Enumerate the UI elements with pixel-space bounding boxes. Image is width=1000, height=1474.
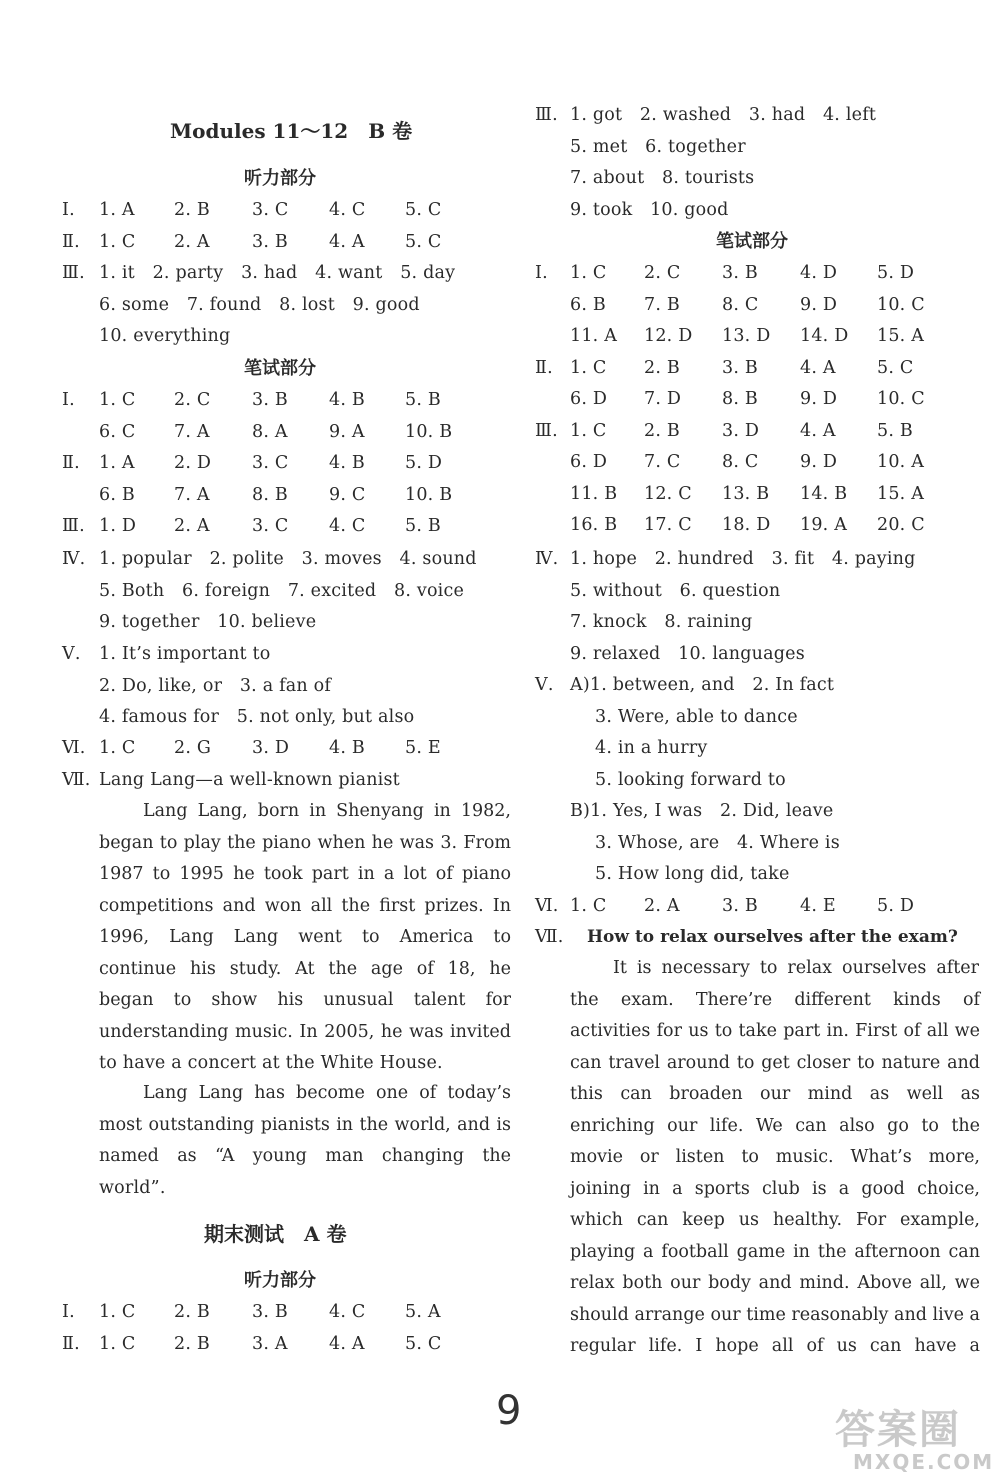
essay-line: began to show his unusual talent for [99, 990, 511, 1010]
answer-line: 3. Were, able to dance [595, 706, 798, 727]
answer-item: 2. C [644, 263, 681, 283]
answer-item: 10. B [405, 421, 453, 442]
answer-item: 4. D [800, 263, 838, 283]
answer-item: 20. C [877, 515, 925, 535]
essay-line: understanding music. In 2005, he was invited [99, 1021, 511, 1042]
essay-line: to have a concert at the White House. [99, 1053, 443, 1073]
answer-item: 3. D [252, 738, 290, 758]
answer-line: 1. hope 2. hundred 3. fit 4. paying [570, 549, 916, 569]
answer-line: 7. about 8. tourists [570, 168, 755, 188]
essay-line: playing a football game in the afternoon can [570, 1241, 980, 1262]
answer-line: 9. together 10. believe [99, 612, 317, 632]
section-numeral: Ⅵ. [535, 896, 559, 916]
answer-item: 13. B [722, 483, 770, 504]
essay-line: Lang Lang has become one of today’s [143, 1083, 511, 1103]
essay-line: began to play the piano when he was 3. From [99, 832, 511, 853]
essay-line: It is necessary to relax ourselves after [613, 958, 979, 978]
answer-item: 1. C [99, 1302, 136, 1322]
section-numeral: Ⅲ. [535, 105, 558, 125]
answer-item: 1. A [99, 200, 135, 220]
answer-item: 2. B [644, 420, 680, 441]
section-numeral: Ⅲ. [62, 516, 85, 536]
essay-line: this can broaden our mind as well as [570, 1084, 980, 1104]
answer-item: 2. B [174, 200, 210, 220]
answer-item: 5. C [405, 200, 442, 220]
answer-item: 4. B [329, 453, 365, 473]
essay-line: joining in a sports club is a good choice, [570, 1178, 980, 1199]
answer-item: 14. B [800, 483, 848, 504]
answer-item: 12. C [644, 483, 692, 504]
answer-item: 5. D [877, 896, 915, 916]
essay-line: most outstanding pianists in the world, and is [99, 1114, 511, 1135]
answer-item: 4. C [329, 1302, 366, 1322]
answer-line: 5. looking forward to [595, 769, 786, 790]
answer-item: 3. B [252, 390, 288, 410]
essay-line: enriching our life. We can also go to the [570, 1115, 980, 1136]
essay-line: continue his study. At the age of 18, he [99, 958, 511, 979]
answer-item: 4. B [329, 390, 365, 410]
answer-item: 14. D [800, 326, 849, 346]
answer-item: 1. C [570, 357, 607, 378]
answer-item: 13. D [722, 326, 771, 346]
answer-item: 8. A [252, 421, 288, 442]
answer-item: 5. B [405, 516, 441, 536]
answer-item: 8. B [722, 389, 758, 409]
answer-item: 2. B [644, 357, 680, 378]
answer-item: 8. B [252, 484, 288, 505]
answer-item: 9. C [329, 484, 366, 505]
essay-line: activities for us to take part in. First of all we [570, 1021, 980, 1041]
answer-item: 17. C [644, 515, 692, 535]
essay-line: relax both our body and mind. Above all, we [570, 1273, 980, 1293]
answer-item: 3. B [252, 231, 288, 252]
answer-line: 4. famous for 5. not only, but also [99, 707, 415, 727]
essay-heading: How to relax ourselves after the exam? [587, 927, 958, 947]
writing-heading: 笔试部分 [716, 231, 788, 252]
answer-item: 4. C [329, 516, 366, 536]
essay-line: the exam. There’re different kinds of [570, 989, 980, 1010]
answer-item: 1. D [99, 516, 137, 536]
section-numeral: Ⅴ. [535, 675, 554, 695]
answer-item: 1. C [99, 1333, 136, 1354]
answer-item: 2. B [174, 1302, 210, 1322]
section-numeral: Ⅰ. [535, 263, 548, 283]
answer-item: 1. C [570, 896, 607, 916]
watermark-text: 答案圈 [835, 1407, 961, 1453]
answer-item: 18. D [722, 515, 771, 535]
answer-item: 4. A [329, 231, 365, 252]
answer-item: 9. D [800, 452, 838, 472]
section-numeral: Ⅲ. [535, 420, 558, 441]
answer-line: 5. met 6. together [570, 136, 746, 157]
answer-item: 7. B [644, 294, 680, 315]
essay-heading: Lang Lang—a well-known pianist [99, 770, 400, 790]
essay-line: which can keep us healthy. For example, [570, 1210, 980, 1230]
answer-item: 4. A [800, 420, 836, 441]
answer-item: 1. C [570, 420, 607, 441]
answer-item: 8. C [722, 294, 759, 315]
answer-item: 3. D [722, 420, 760, 441]
answer-item: 2. A [174, 231, 210, 252]
answer-item: 1. C [99, 231, 136, 252]
section-numeral: Ⅰ. [62, 200, 75, 220]
answer-line: 2. Do, like, or 3. a fan of [99, 675, 332, 696]
answer-item: 7. A [174, 421, 210, 442]
answer-item: 10. C [877, 294, 925, 315]
answer-line: 1. popular 2. polite 3. moves 4. sound [99, 549, 477, 569]
page-number: 9 [496, 1388, 522, 1434]
section-numeral: Ⅶ. [535, 927, 564, 947]
essay-line: regular life. I hope all of us can have a [570, 1336, 980, 1356]
section-numeral: Ⅰ. [62, 390, 75, 410]
answer-line: 4. in a hurry [595, 738, 708, 758]
answer-item: 9. D [800, 294, 838, 315]
section-numeral: Ⅱ. [535, 357, 553, 378]
answer-item: 4. A [800, 357, 836, 378]
answer-item: 9. D [800, 389, 838, 409]
essay-line: can travel around to get closer to nature and [570, 1052, 980, 1073]
answer-item: 12. D [644, 326, 693, 346]
answer-line: A)1. between, and 2. In fact [570, 675, 835, 695]
answer-item: 2. C [174, 390, 211, 410]
answer-line: 5. How long did, take [595, 864, 790, 884]
answer-item: 1. C [570, 263, 607, 283]
answer-item: 19. A [800, 515, 848, 535]
section-numeral: Ⅱ. [62, 231, 80, 252]
essay-line: competitions and won all the first prizes. In [99, 895, 511, 916]
answer-item: 6. D [570, 389, 608, 409]
answer-line: 9. relaxed 10. languages [570, 643, 805, 664]
answer-item: 5. B [877, 420, 913, 441]
answer-line: 9. took 10. good [570, 199, 729, 220]
essay-line: movie or listen to music. What’s more, [570, 1147, 980, 1167]
answer-line: B)1. Yes, I was 2. Did, leave [570, 801, 834, 821]
answer-item: 5. C [405, 231, 442, 252]
answer-item: 5. A [405, 1302, 441, 1322]
answer-line: 5. Both 6. foreign 7. excited 8. voice [99, 580, 465, 601]
answer-line: 10. everything [99, 326, 231, 346]
essay-line: 1996, Lang Lang went to America to [99, 927, 511, 947]
answer-item: 2. D [174, 453, 212, 473]
answer-item: 2. G [174, 738, 212, 758]
section-numeral: Ⅵ. [62, 738, 86, 758]
answer-item: 10. A [877, 452, 925, 472]
section-numeral: Ⅳ. [535, 549, 559, 569]
answer-line: 1. It’s important to [99, 644, 271, 664]
section-title: Modules 11～12 B 卷 [170, 119, 413, 143]
answer-item: 6. B [99, 484, 135, 505]
answer-item: 1. C [99, 738, 136, 758]
answer-line: 1. got 2. washed 3. had 4. left [570, 105, 877, 125]
listening-heading: 听力部分 [244, 168, 316, 189]
watermark-url: MXQE.COM [853, 1450, 995, 1474]
answer-item: 3. B [722, 357, 758, 378]
answer-item: 5. D [877, 263, 915, 283]
answer-item: 3. C [252, 200, 289, 220]
answer-line: 7. knock 8. raining [570, 612, 753, 632]
final-listening-heading: 听力部分 [244, 1270, 316, 1291]
answer-item: 5. C [877, 357, 914, 378]
answer-item: 3. B [722, 263, 758, 283]
answer-item: 3. C [252, 516, 289, 536]
section-numeral: Ⅰ. [62, 1302, 75, 1322]
answer-item: 3. C [252, 453, 289, 473]
answer-line: 6. some 7. found 8. lost 9. good [99, 294, 420, 315]
answer-item: 5. C [405, 1333, 442, 1354]
answer-item: 1. C [99, 390, 136, 410]
answer-item: 1. A [99, 453, 135, 473]
answer-item: 15. A [877, 483, 925, 504]
answer-item: 5. D [405, 453, 443, 473]
section-numeral: Ⅶ. [62, 770, 91, 790]
answer-item: 10. B [405, 484, 453, 505]
answer-item: 5. B [405, 390, 441, 410]
answer-line: 1. it 2. party 3. had 4. want 5. day [99, 263, 456, 283]
answer-item: 8. C [722, 452, 759, 472]
exam-title: 期末测试 A 卷 [204, 1222, 347, 1246]
answer-item: 4. E [800, 896, 836, 916]
answer-item: 2. A [644, 896, 680, 916]
answer-item: 11. A [570, 326, 618, 346]
section-numeral: Ⅱ. [62, 453, 80, 473]
answer-item: 3. A [252, 1333, 288, 1354]
answer-item: 15. A [877, 326, 925, 346]
essay-line: 1987 to 1995 he took part in a lot of piano [99, 864, 511, 884]
answer-item: 2. B [174, 1333, 210, 1354]
answer-item: 6. B [570, 294, 606, 315]
answer-item: 7. C [644, 452, 681, 472]
essay-line: should arrange our time reasonably and live a [570, 1304, 980, 1325]
answer-item: 4. A [329, 1333, 365, 1354]
essay-line: named as “A young man changing the [99, 1146, 511, 1166]
essay-line: Lang Lang, born in Shenyang in 1982, [143, 801, 511, 821]
answer-item: 9. A [329, 421, 365, 442]
answer-item: 7. A [174, 484, 210, 505]
answer-item: 4. C [329, 200, 366, 220]
answer-line: 3. Whose, are 4. Where is [595, 832, 840, 853]
answer-item: 7. D [644, 389, 682, 409]
section-numeral: Ⅴ. [62, 644, 81, 664]
answer-item: 2. A [174, 516, 210, 536]
answer-item: 6. C [99, 421, 136, 442]
answer-item: 16. B [570, 515, 618, 535]
answer-item: 3. B [722, 896, 758, 916]
answer-item: 4. B [329, 738, 365, 758]
answer-item: 3. B [252, 1302, 288, 1322]
watermark-logo [835, 1408, 994, 1472]
answer-item: 5. E [405, 738, 441, 758]
section-numeral: Ⅳ. [62, 549, 86, 569]
answer-line: 5. without 6. question [570, 580, 781, 601]
answer-item: 10. C [877, 389, 925, 409]
section-numeral: Ⅲ. [62, 263, 85, 283]
section-numeral: Ⅱ. [62, 1333, 80, 1354]
answer-item: 11. B [570, 483, 618, 504]
writing-heading: 笔试部分 [244, 358, 316, 379]
essay-line: world”. [99, 1177, 166, 1198]
answer-item: 6. D [570, 452, 608, 472]
